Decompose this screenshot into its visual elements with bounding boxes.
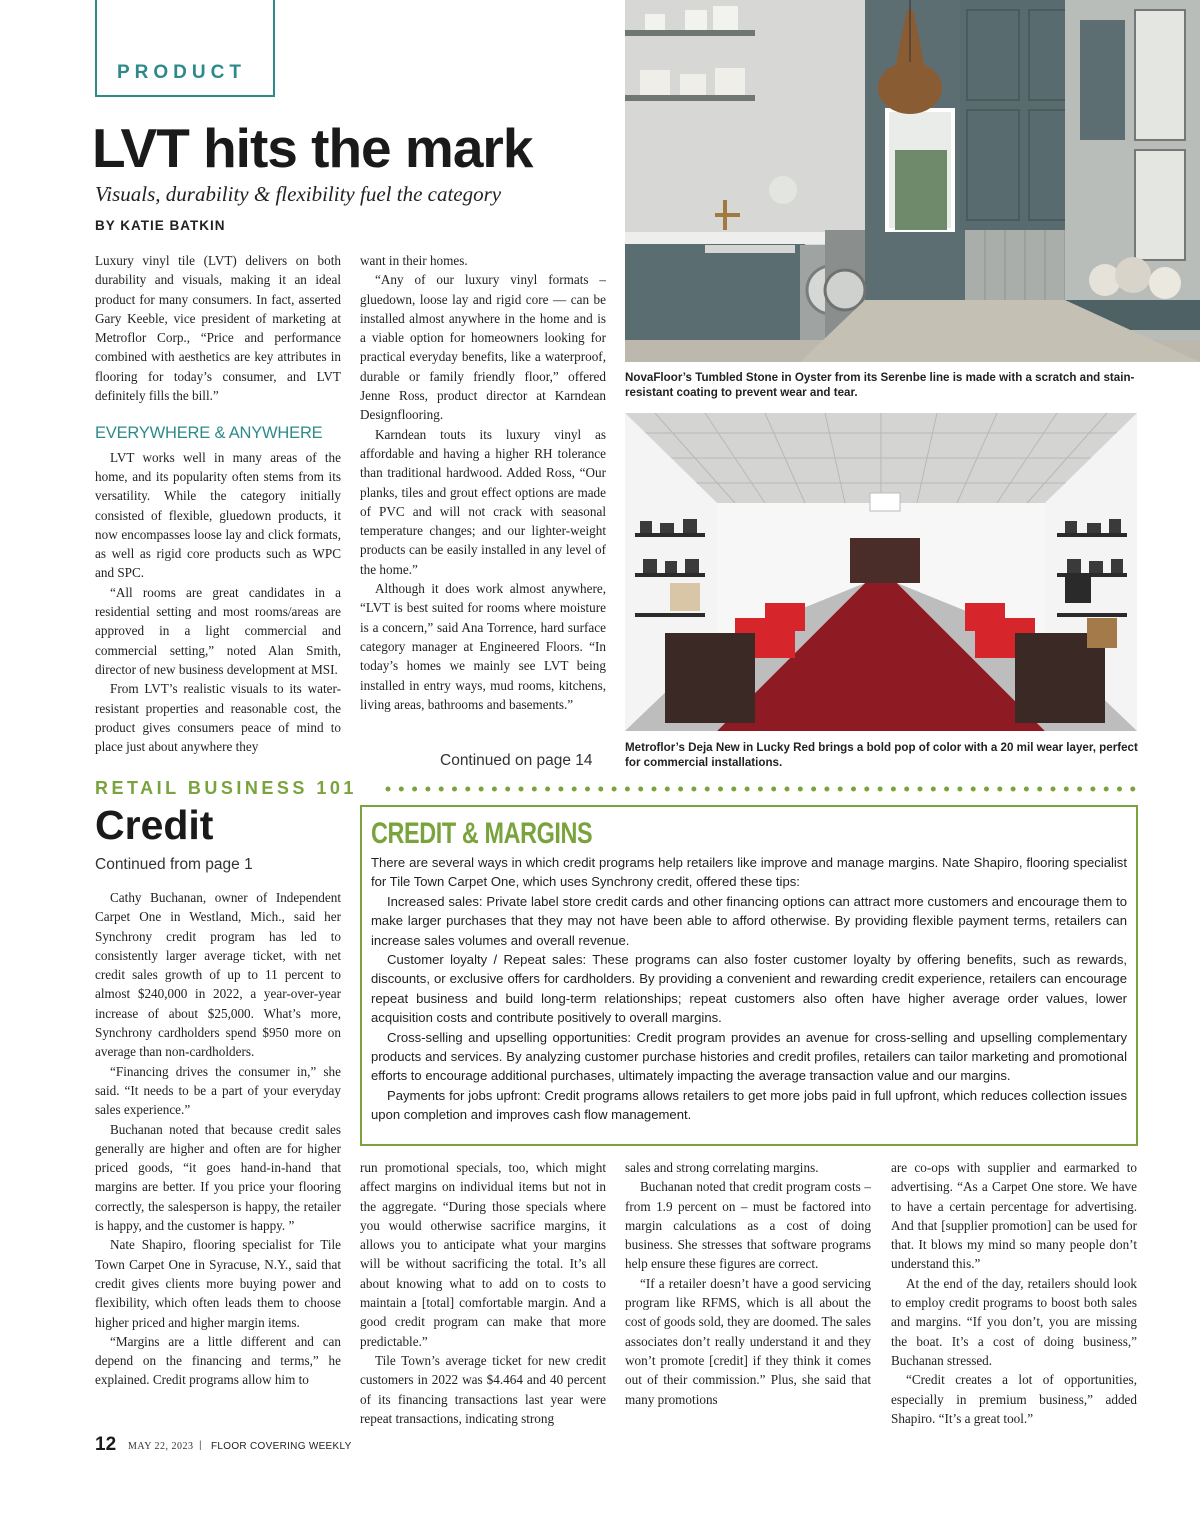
paragraph: Tile Town’s average ticket for new credit customers in 2022 was $4.464 and 40 percent of its financing transactions last year were repeat transactions, indicating strong — [360, 1352, 606, 1426]
credit-column-4 — [891, 1158, 1137, 1428]
dotted-rule — [370, 782, 1140, 796]
paragraph: Nate Shapiro, flooring specialist for Tile Town Carpet One in Syracuse, N.Y., said that credit gives clients more buying power and flexibility, which often leads them to choose higher priced and higher margin items. — [95, 1237, 341, 1330]
paragraph: want in their homes. — [360, 253, 468, 268]
paragraph: Luxury vinyl tile (LVT) delivers on both durability and visuals, making it an ideal product for many consumers. In fact, asserted Gary Keeble, vice president of marketing at Metroflor Corp., “Price and performance combined with aesthetics are key attributes in flooring for today’s consumer, and LVT definitely fills the bill.” — [95, 253, 341, 404]
issue-date: MAY 22, 2023 — [128, 1441, 194, 1452]
continued-from: Continued from page 1 — [95, 856, 253, 873]
laundry-room-photo — [625, 0, 1200, 362]
paragraph: “If a retailer doesn’t have a good servicing program like RFMS, which is all about the cost of goods sold, they are doomed. The sales associates don’t really understand it and they won’t promote [credit] if they think it comes out of their commission.” Plus, she said that many promotions — [625, 1275, 871, 1407]
paragraph: “All rooms are great candidates in a residential setting and most rooms/areas are approved in a light commercial and commercial setting,” noted Alan Smith, director of new business development at MSI. — [95, 584, 341, 677]
paragraph: Cathy Buchanan, owner of Independent Carpet One in Westland, Mich., said her Synchrony credit program has led to consistently larger average ticket, with net credit sales growth of up to 11 percent to almost $240,000 in 2022, a year-over-year increase of about $25,000. What’s more, Synchrony cardholders spend $950 more on average than non-cardholders. — [95, 890, 341, 1060]
sidebar-tip: Payments for jobs upfront: Credit programs allows retailers to get more jobs paid in full upfront, which reduces collection issues upon completion and improves cash flow management. — [371, 1087, 1127, 1123]
paragraph: Buchanan noted that credit program costs – from 1.9 percent on – must be factored into margin calculations as a cost of doing business. She stresses that software programs help ensure these figures are correct. — [625, 1179, 871, 1272]
photo-caption-1: NovaFloor’s Tumbled Stone in Oyster from its Serenbe line is made with a scratch and stain-resistant coating to prevent wear and tear. — [625, 371, 1135, 399]
paragraph: From LVT’s realistic visuals to its water-resistant properties and reasonable cost, the product gives consumers peace of mind to place just about anywhere they — [95, 681, 341, 755]
paragraph: LVT works well in many areas of the home, and its popularity often stems from its versatility. While the category initially consisted of flexible, gluedown products, it now encompasses loose lay and click formats, as well as rigid core products such as WPC and SPC. — [95, 449, 341, 581]
paragraph: “Financing drives the consumer in,” she said. “It needs to be a part of your everyday sales experience.” — [95, 1063, 341, 1118]
credit-margins-sidebar — [360, 805, 1138, 1146]
credit-column-2 — [360, 1158, 606, 1428]
shoe-store-photo — [625, 413, 1137, 731]
paragraph: Karndean touts its luxury vinyl as affordable and having a higher RH tolerance than traditional hardwood. Added Ross, “Our planks, tiles and grout effect options are made of PVC and will not crack with seasonal temperature changes; and our lighter-weight products can be easily installed in any level of the home.” — [360, 426, 606, 577]
photo-caption-2: Metroflor’s Deja New in Lucky Red brings a bold pop of color with a 20 mil wear layer, perfect for commercial installations. — [625, 741, 1138, 769]
credit-column-1 — [95, 888, 341, 1390]
sidebar-tip: Increased sales: Private label store credit cards and other financing options can attract more customers and encourage them to make larger purchases that they may not have been able to afford otherwise. By providing flexible payment terms, retailers can increase sales volumes and overall revenue. — [371, 893, 1127, 948]
article-column-2 — [360, 251, 606, 714]
shoe-store-illustration — [625, 413, 1137, 731]
section-label: RETAIL BUSINESS 101 — [95, 778, 357, 798]
footer-separator: | — [199, 1440, 202, 1451]
paragraph: run promotional specials, too, which might affect margins on individual items but not in the aggregate. “During those specials where you would otherwise sacrifice margins, it allows you to anticipate what your margins will be without sacrificing the total. It’s all about knowing what to add on to costs to maintain a [total] comfortable margin. And a good credit program can make that more predictable.” — [360, 1160, 606, 1349]
paragraph: are co-ops with supplier and earmarked to advertising. “As a Carpet One store. We have to have a certain percentage for advertising. And that [supplier promotion] can be used for that. It blows my mind so many people don’t understand this.” — [891, 1160, 1137, 1272]
paragraph: “Margins are a little different and can depend on the financing and terms,” he explained. Credit programs allow him to — [95, 1333, 341, 1388]
section-title: Credit — [95, 802, 214, 848]
article-column-1 — [95, 251, 341, 756]
laundry-room-illustration — [625, 0, 1200, 362]
sidebar-tip: Cross-selling and upselling opportunities: Credit program provides an avenue for cross-selling and upselling complementary products and services. By analyzing customer purchase histories and credit profiles, retailers can tailor marketing and promotional efforts to encourage additional purchases, ultimately impacting the average transaction value and our margins. — [371, 1029, 1127, 1084]
paragraph: At the end of the day, retailers should look to employ credit programs to boost both sales and margins. “If you don’t, you are missing the boat. It’s a cost of doing business,” Buchanan stressed. — [891, 1275, 1137, 1368]
paragraph: “Credit creates a lot of opportunities, especially in premium business,” added Shapiro. “It’s a great tool.” — [891, 1372, 1137, 1426]
paragraph: sales and strong correlating margins. — [625, 1160, 819, 1175]
paragraph: Although it does work almost anywhere, “LVT is best suited for rooms where moisture is a concern,” said Ana Torrence, hard surface category manager at Engineered Floors. “In today’s homes we mainly see LVT being installed in entry ways, mud rooms, kitchens, living areas, bathrooms and basements.” — [360, 581, 606, 712]
headline: LVT hits the mark — [92, 117, 533, 179]
sidebar-title: CREDIT & MARGINS — [371, 817, 593, 850]
credit-column-3 — [625, 1158, 871, 1409]
subhead: EVERYWHERE & ANYWHERE — [95, 424, 323, 443]
section-tag: PRODUCT — [117, 62, 246, 83]
sidebar-intro: There are several ways in which credit programs help retailers like improve and manage margins. Nate Shapiro, flooring specialist for Tile Town Carpet One, which uses Synchrony credit, offered these tips: — [371, 855, 1127, 890]
paragraph: “Any of our luxury vinyl formats – gluedown, loose lay and rigid core — can be installed almost anywhere in the home and is a viable option for homeowners looking for practical everyday benefits, like a waterproof, durable or family friendly floor,” offered Jenne Ross, product director at Karndean Designflooring. — [360, 272, 606, 423]
byline: BY KATIE BATKIN — [95, 218, 226, 233]
deck: Visuals, durability & flexibility fuel the category — [95, 182, 502, 206]
paragraph: Buchanan noted that because credit sales generally are higher and often are for higher priced goods, “it goes hand-in-hand that margins are better. If you price your flooring correctly, the salesperson is happy, the retailer is happy, and the customer is happy. ” — [95, 1121, 341, 1234]
publication-name: FLOOR COVERING WEEKLY — [211, 1441, 352, 1452]
page-number: 12 — [95, 1434, 117, 1455]
continued-jump: Continued on page 14 — [440, 752, 593, 769]
sidebar-tip: Customer loyalty / Repeat sales: These programs can also foster customer loyalty by offering benefits, such as rewards, discounts, or exclusive offers for cardholders. By providing a convenient and rewarding credit experience, retailers can encourage repeat business and build long-term relationships; repeat customers also often have higher average order values, lower acquisition costs and contribute positively to overall margins. — [371, 952, 1127, 1026]
